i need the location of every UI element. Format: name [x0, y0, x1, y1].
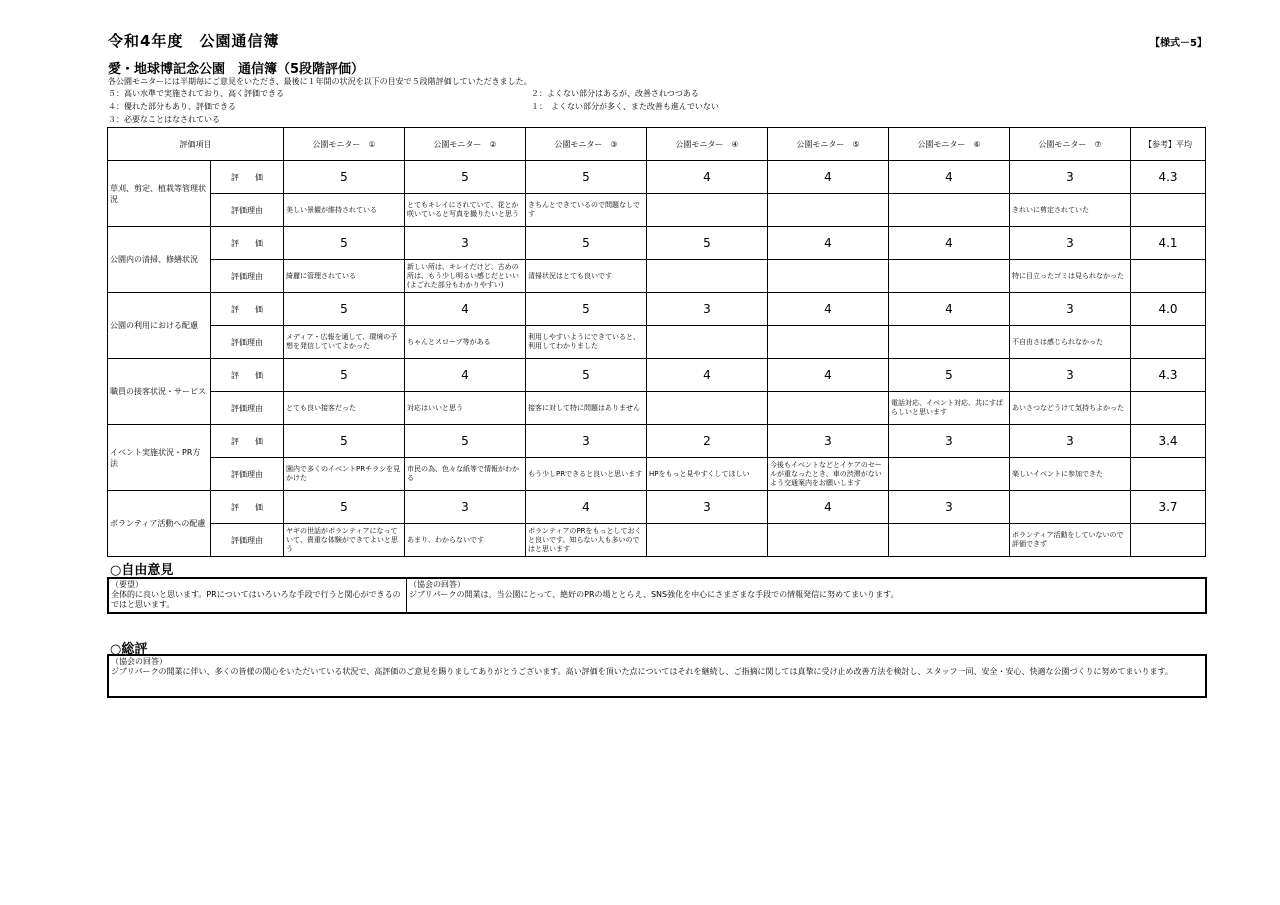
score-label: 評 価	[211, 293, 284, 326]
average-cell: 3.4	[1131, 425, 1206, 458]
reason-cell: あまり、わからないです	[405, 524, 526, 557]
reason-cell	[647, 524, 768, 557]
score-cell	[1010, 491, 1131, 524]
score-cell: 5	[284, 491, 405, 524]
score-cell: 3	[1010, 227, 1131, 260]
reason-cell: ボランティア活動をしていないので評価できず	[1010, 524, 1131, 557]
average-empty-cell	[1131, 458, 1206, 491]
score-cell: 4	[647, 359, 768, 392]
table-header-row	[108, 128, 1206, 161]
average-empty-cell	[1131, 524, 1206, 557]
score-cell: 5	[526, 161, 647, 194]
average-empty-cell	[1131, 194, 1206, 227]
score-row	[108, 227, 1206, 260]
score-cell: 4	[647, 161, 768, 194]
score-cell: 5	[526, 293, 647, 326]
score-cell: 5	[284, 359, 405, 392]
free-opinion-heading: ○自由意見	[110, 563, 174, 578]
reason-cell	[889, 524, 1010, 557]
score-cell: 3	[526, 425, 647, 458]
summary-box	[107, 654, 1207, 698]
form-number: 【様式－5】	[1150, 38, 1207, 49]
scale-note: ３：必要なことはなされている	[108, 115, 220, 124]
column-header: 評価項目	[108, 128, 284, 161]
score-cell: 5	[284, 425, 405, 458]
reason-row	[108, 260, 1206, 293]
evaluation-table	[107, 127, 1206, 557]
reason-cell	[768, 326, 889, 359]
request-text: 全体的に良いと思います。PRについてはいろいろな手段で行うと関心ができるのではと思います。	[111, 590, 401, 609]
score-cell: 4	[768, 293, 889, 326]
category-cell: イベント実施状況・PR方法	[108, 425, 211, 491]
summary-heading: ○総評	[110, 642, 148, 657]
average-cell: 4.0	[1131, 293, 1206, 326]
reason-cell: 利用しやすいようにできていると、利用してわかりました	[526, 326, 647, 359]
summary-cell	[109, 656, 1205, 696]
score-label: 評 価	[211, 359, 284, 392]
score-cell: 5	[284, 293, 405, 326]
reason-cell	[768, 392, 889, 425]
score-cell: 3	[1010, 359, 1131, 392]
column-header: 公園モニター ⑤	[768, 128, 889, 161]
average-cell: 4.1	[1131, 227, 1206, 260]
reason-cell: 電話対応、イベント対応、共にすばらしいと思います	[889, 392, 1010, 425]
request-cell	[109, 579, 407, 612]
reason-row	[108, 326, 1206, 359]
score-cell: 5	[284, 227, 405, 260]
score-cell: 4	[889, 161, 1010, 194]
column-header: 【参考】平均	[1131, 128, 1206, 161]
score-cell: 3	[405, 491, 526, 524]
reason-cell	[768, 194, 889, 227]
score-row	[108, 293, 1206, 326]
column-header: 公園モニター ①	[284, 128, 405, 161]
reason-label: 評価理由	[211, 458, 284, 491]
scale-note: ４：優れた部分もあり、評価できる	[108, 102, 236, 111]
reason-cell: きちんとできているので問題なしです	[526, 194, 647, 227]
reason-label: 評価理由	[211, 326, 284, 359]
reason-cell: あいさつなどうけて気持ちよかった	[1010, 392, 1131, 425]
average-empty-cell	[1131, 260, 1206, 293]
reason-cell	[768, 524, 889, 557]
score-cell: 5	[405, 425, 526, 458]
answer-cell	[407, 579, 1205, 612]
category-cell: ボランティア活動への配慮	[108, 491, 211, 557]
average-empty-cell	[1131, 392, 1206, 425]
score-cell: 3	[1010, 425, 1131, 458]
reason-cell: とても良い接客だった	[284, 392, 405, 425]
scale-note: ２：よくない部分はあるが、改善されつつある	[531, 89, 699, 98]
answer-text: ジブリパークの開業は、当公園にとって、絶好のPRの場ととらえ、SNS強化を中心にさまざまな手段での情報発信に努めてまいります。	[409, 590, 899, 599]
reason-cell: 特に目立ったゴミは見られなかった	[1010, 260, 1131, 293]
reason-cell: 市民の為、色々な紙等で情報がわかる	[405, 458, 526, 491]
score-cell: 4	[889, 227, 1010, 260]
column-header: 公園モニター ④	[647, 128, 768, 161]
score-row	[108, 161, 1206, 194]
column-header: 公園モニター ⑦	[1010, 128, 1131, 161]
reason-cell	[889, 326, 1010, 359]
score-cell: 3	[647, 491, 768, 524]
score-cell: 5	[647, 227, 768, 260]
reason-cell: もう少しPRできると良いと思います	[526, 458, 647, 491]
score-cell: 3	[768, 425, 889, 458]
reason-cell: 綺麗に管理されている	[284, 260, 405, 293]
reason-cell: 不自由さは感じられなかった	[1010, 326, 1131, 359]
score-cell: 3	[405, 227, 526, 260]
score-cell: 5	[526, 359, 647, 392]
reason-cell: 対応はいいと思う	[405, 392, 526, 425]
score-cell: 2	[647, 425, 768, 458]
reason-cell: 美しい景観が維持されている	[284, 194, 405, 227]
answer-label: （協会の回答）	[409, 580, 465, 589]
score-cell: 5	[405, 161, 526, 194]
reason-label: 評価理由	[211, 392, 284, 425]
column-header: 公園モニター ⑥	[889, 128, 1010, 161]
request-label: （要望）	[111, 580, 143, 589]
reason-label: 評価理由	[211, 260, 284, 293]
reason-cell: 園内で多くのイベントPRチラシを見かけた	[284, 458, 405, 491]
score-cell: 3	[1010, 293, 1131, 326]
score-cell: 5	[284, 161, 405, 194]
scale-note: ５：高い水準で実施されており、高く評価できる	[108, 89, 284, 98]
column-header: 公園モニター ②	[405, 128, 526, 161]
average-cell: 3.7	[1131, 491, 1206, 524]
reason-row	[108, 458, 1206, 491]
reason-cell: 楽しいイベントに参加できた	[1010, 458, 1131, 491]
reason-cell: とてもキレイにされていて、花とか咲いていると写真を撮りたいと思う	[405, 194, 526, 227]
reason-cell	[889, 194, 1010, 227]
category-cell: 職員の接客状況・サービス	[108, 359, 211, 425]
reason-label: 評価理由	[211, 524, 284, 557]
reason-row	[108, 392, 1206, 425]
reason-cell: 清掃状況はとても良いです	[526, 260, 647, 293]
score-cell: 4	[768, 491, 889, 524]
reason-label: 評価理由	[211, 194, 284, 227]
score-cell: 4	[768, 359, 889, 392]
reason-cell	[889, 260, 1010, 293]
score-cell: 5	[889, 359, 1010, 392]
reason-cell	[768, 260, 889, 293]
reason-cell: ヤギの世話がボランティアになっていて、貴重な体験ができてよいと思う	[284, 524, 405, 557]
reason-cell: 今後もイベントなどとイケアのセールが重なったとき、車の渋滞がないよう交通案内をお願いします	[768, 458, 889, 491]
score-cell: 4	[768, 227, 889, 260]
reason-cell	[889, 458, 1010, 491]
score-cell: 5	[526, 227, 647, 260]
score-cell: 3	[889, 425, 1010, 458]
reason-cell	[647, 194, 768, 227]
reason-cell: ちゃんとスロープ等がある	[405, 326, 526, 359]
score-row	[108, 491, 1206, 524]
score-cell: 4	[889, 293, 1010, 326]
reason-cell	[647, 260, 768, 293]
reason-cell	[647, 326, 768, 359]
score-label: 評 価	[211, 161, 284, 194]
average-cell: 4.3	[1131, 359, 1206, 392]
score-cell: 4	[526, 491, 647, 524]
score-cell: 4	[405, 359, 526, 392]
reason-cell: HPをもっと見やすくしてほしい	[647, 458, 768, 491]
summary-answer-text: ジブリパークの開業に伴い、多くの皆様の関心をいただいている状況で、高評価のご意見を賜りましてありがとうございます。高い評価を頂いた点についてはそれを継続し、ご指摘に関しては真摯に受け止め改善方法を検討し、スタッフ一同、安全・安心、快適な公園づくりに努めてまいります。	[111, 667, 1173, 676]
average-empty-cell	[1131, 326, 1206, 359]
column-header: 公園モニター ③	[526, 128, 647, 161]
reason-row	[108, 524, 1206, 557]
reason-row	[108, 194, 1206, 227]
score-cell: 3	[647, 293, 768, 326]
score-label: 評 価	[211, 227, 284, 260]
page-subtitle: 愛・地球博記念公園 通信簿（5段階評価）	[108, 62, 365, 77]
reason-cell: 新しい所は、キレイだけど、古めの所は、もう少し明るい感じだといい(よごれた部分もわかりやすい)	[405, 260, 526, 293]
reason-cell: 接客に対して特に問題はありません	[526, 392, 647, 425]
scale-note: １： よくない部分が多く、また改善も進んでいない	[531, 102, 719, 111]
score-label: 評 価	[211, 425, 284, 458]
summary-answer-label: （協会の回答）	[111, 657, 167, 666]
category-cell: 公園の利用における配慮	[108, 293, 211, 359]
category-cell: 公園内の清掃、修繕状況	[108, 227, 211, 293]
score-row	[108, 359, 1206, 392]
page-title: 令和4年度 公園通信簿	[108, 32, 280, 50]
score-cell: 3	[889, 491, 1010, 524]
score-cell: 3	[1010, 161, 1131, 194]
score-label: 評 価	[211, 491, 284, 524]
score-cell: 4	[405, 293, 526, 326]
reason-cell: ボランティアのPRをもっとしておくと良いです。知らない人も多いのではと思います	[526, 524, 647, 557]
score-row	[108, 425, 1206, 458]
score-cell: 4	[768, 161, 889, 194]
reason-cell: メディア・広報を通して、環境の予想を発信していてよかった	[284, 326, 405, 359]
free-opinion-box	[107, 577, 1207, 614]
reason-cell	[647, 392, 768, 425]
reason-cell: きれいに剪定されていた	[1010, 194, 1131, 227]
average-cell: 4.3	[1131, 161, 1206, 194]
category-cell: 草刈、剪定、植栽等管理状況	[108, 161, 211, 227]
intro-note: 各公園モニターには半期毎にご意見をいただき、最後に１年間の状況を以下の目安で５段階評価していただきました。	[108, 77, 532, 86]
